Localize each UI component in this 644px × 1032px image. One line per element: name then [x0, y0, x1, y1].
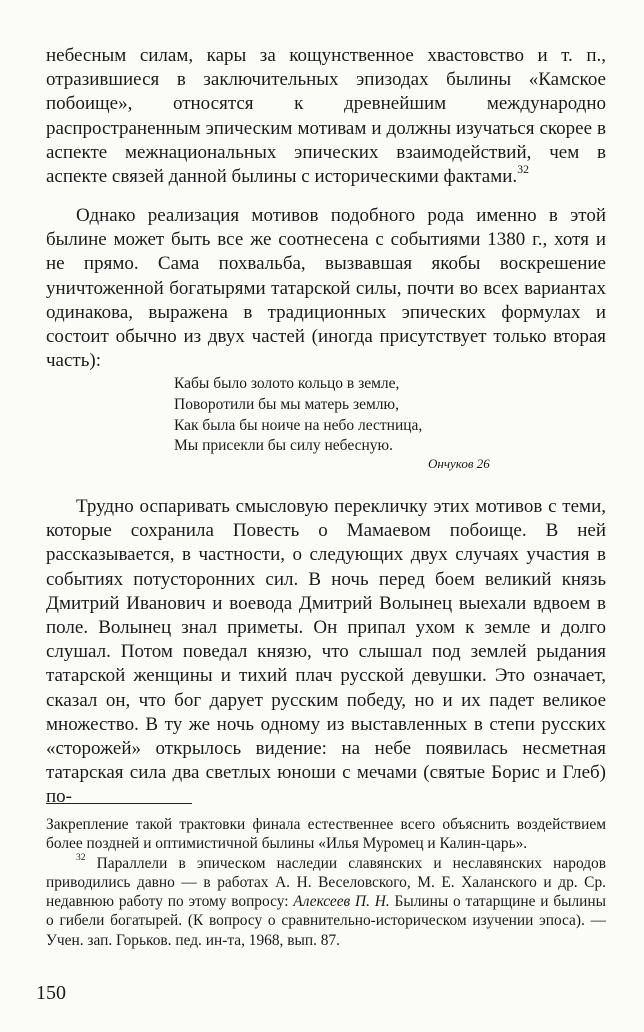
page-number: 150	[36, 982, 66, 1004]
footnote-32	[46, 854, 606, 950]
verse-line: Мы присекли бы силу небесную.	[174, 437, 394, 455]
verse-line: Как была бы ноиче на небо лестница,	[174, 416, 423, 434]
footnote-32-text-b: Былины о татарщине и былины о гибели богатырей. (К вопросу о сравнительно-историческом изучении эпоса). — Учен. зап. Горьков. пед. ин-та, 1968, вып. 87.	[46, 893, 606, 949]
footnote-ref-32: 32	[517, 162, 529, 176]
footnote-number: 32	[76, 852, 86, 864]
footnote-continuation: Закрепление такой трактовки финала естественнее всего объяснить воздействием более поздней и оптимистичной былины «Илья Муромец и Калин-царь».	[46, 816, 606, 853]
paragraph-1	[46, 44, 606, 189]
paragraph-2: Однако реализация мотивов подобного рода именно в этой былине может быть все же соотнесена с событиями 1380 г., хотя и не прямо. Сама похвальба, вызвавшая якобы воскрешение уничтоженной богатырями татарской силы, почти во всех вариантах одинакова, выражена в традиционных эпических формулах и состоит обычно из двух частей (иногда присутствует только вторая часть):	[46, 205, 606, 372]
footnote-32-author: Алексеев П. Н.	[293, 893, 390, 911]
footnotes	[46, 815, 606, 950]
paragraph-3: Трудно оспаривать смысловую перекличку этих мотивов с теми, которые сохранила Повесть о Мамаевом побоище. В ней рассказывается, в частности, о следующих двух случаях участия в событиях потусторонних сил. В ночь перед боем великий князь Дмитрий Иванович и воевода Дмитрий Волынец выехали вдвоем в поле. Волынец знал приметы. Он припал ухом к земле и долго слушал. Потом поведал князю, что слышал под землей рыдания татарской женщины и тихий плач русской девушки. Это означает, сказал он, что бог дарует русским победу, но и их падет великое множество. В ту же ночь одному из выставленных в степи русских «сторожей» открылось видение: на небе появилась несметная татарская сила два светлых юноши с мечами (святые Борис и Глеб) по-	[46, 496, 606, 808]
paragraph-1-text: небесным силам, кары за кощунственное хвастовство и т. п., отразившиеся в заключительных эпизодах былины «Камское побоище», относятся к древнейшим международно распространенным эпическим мотивам и должны изучаться скорее в аспекте межнациональных эпических взаимодействий, чем в аспекте связей данной былины с историческими фактами.	[46, 45, 606, 188]
verse-source: Ончуков 26	[428, 456, 490, 471]
verse-line: Кабы было золото кольцо в земле,	[174, 375, 400, 392]
verse-quote	[174, 374, 422, 457]
footnote-divider	[46, 803, 192, 804]
verse-line: Поворотили бы мы матерь землю,	[174, 395, 399, 413]
footnote-32-text-a: Параллели в эпическом наследии славянских и неславянских народов приводились давно — в работах А. Н. Веселовского, М. Е. Халанского и др. Ср. недавнюю работу по этому вопросу:	[46, 854, 606, 911]
